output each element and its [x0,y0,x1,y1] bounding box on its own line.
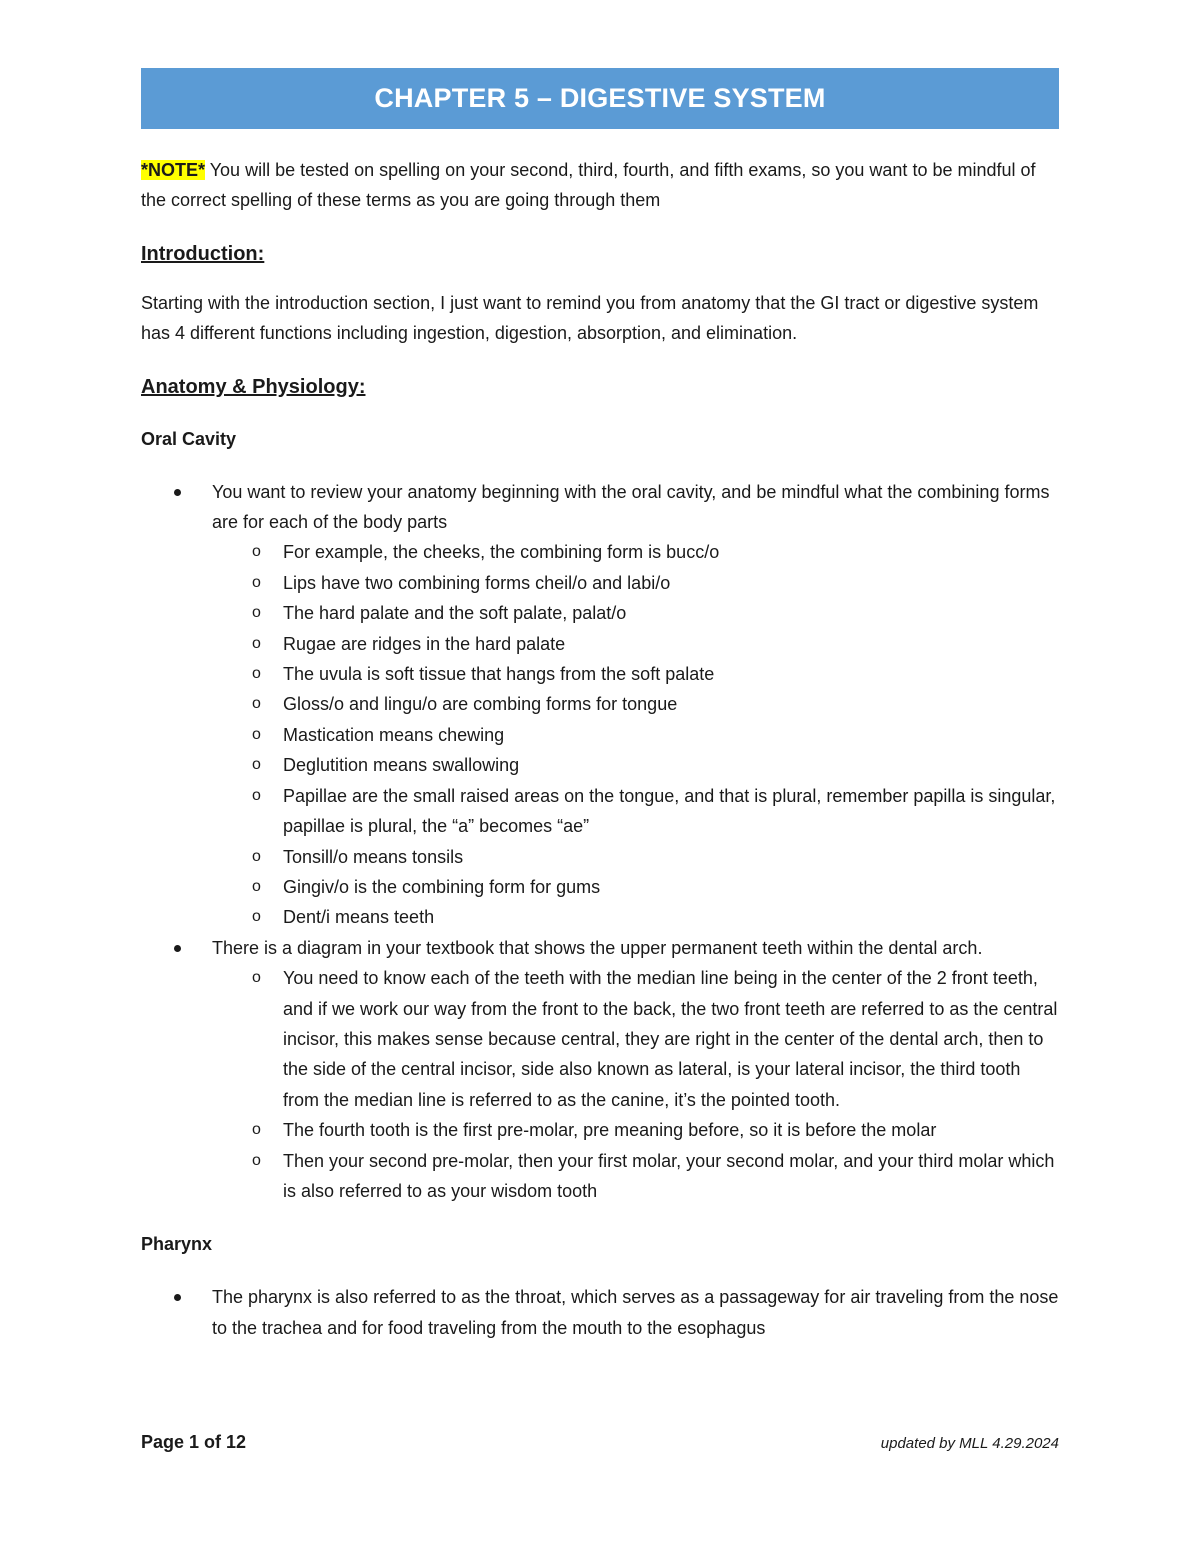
sub-bullet-text: Gingiv/o is the combining form for gums [283,876,601,897]
sub-list-item [212,750,1059,780]
oral-cavity-list [141,477,1059,1207]
sub-bullet-icon: o [252,604,261,622]
sub-list-item [212,872,1059,902]
sub-bullet-text: Gloss/o and lingu/o are combing forms for tongue [283,694,678,715]
bullet-text: The pharynx is also referred to as the throat, which serves as a passageway for air traveling from the nose to the trachea and for food traveling from the mouth to the esophagus [212,1287,1059,1338]
sub-bullet-icon: o [252,969,261,987]
sub-bullet-icon: o [252,573,261,591]
chapter-title-banner [141,68,1059,129]
sub-bullet-text: Deglutition means swallowing [283,755,520,776]
introduction-heading: Introduction: [141,242,265,265]
bullet-icon [174,945,181,952]
sub-bullet-icon: o [252,786,261,804]
sub-list-item [212,842,1059,872]
sub-list-item [212,1115,1059,1145]
page-total: 12 [226,1432,247,1452]
page-current: 1 [189,1432,200,1452]
sub-list-item [212,963,1059,1115]
introduction-text: Starting with the introduction section, I just want to remind you from anatomy that the GI tract or digestive system has 4 different functions including ingestion, digestion, absorption, and elimination. [141,292,1039,344]
sub-bullet-icon: o [252,908,261,926]
bullet-text: There is a diagram in your textbook that shows the upper permanent teeth within the dental arch. [212,937,983,958]
sub-bullet-text: Rugae are ridges in the hard palate [283,633,566,654]
sub-bullet-text: Then your second pre-molar, then your first molar, your second molar, and your third molar which is also referred to as your wisdom tooth [283,1150,1055,1201]
sub-bullet-text: The hard palate and the soft palate, palat/o [283,603,627,624]
list-item [141,933,1059,1207]
sub-bullet-icon: o [252,725,261,743]
sub-bullet-icon: o [252,756,261,774]
note-label: *NOTE* [141,160,206,180]
sub-bullet-text: Tonsill/o means tonsils [283,846,464,867]
oral-cavity-sublist [212,537,1059,932]
sub-bullet-text: Lips have two combining forms cheil/o and labi/o [283,572,671,593]
sub-list-item [212,781,1059,842]
sub-bullet-icon: o [252,1151,261,1169]
sub-list-item [212,598,1059,628]
pharynx-list [141,1282,1059,1343]
note-paragraph [141,155,1059,216]
sub-bullet-text: Mastication means chewing [283,724,505,745]
sub-list-item [212,689,1059,719]
page-of: of [199,1432,227,1452]
sub-bullet-text: For example, the cheeks, the combining form is bucc/o [283,542,720,563]
sub-bullet-text: The uvula is soft tissue that hangs from the soft palate [283,664,715,685]
updated-note: updated by MLL 4.29.2024 [880,1435,1059,1452]
bullet-icon [174,1294,181,1301]
sub-bullet-text: The fourth tooth is the first pre-molar, pre meaning before, so it is before the molar [283,1120,937,1141]
sub-bullet-text: Papillae are the small raised areas on the tongue, and that is plural, remember papilla is singular, papillae is plural, the “a” becomes “ae” [283,785,1056,837]
sub-bullet-icon: o [252,543,261,561]
sub-list-item [212,902,1059,932]
sub-bullet-icon: o [252,665,261,683]
bullet-icon [174,489,181,496]
list-item [141,477,1059,933]
anatomy-heading: Anatomy & Physiology: [141,375,366,398]
sub-list-item [212,720,1059,750]
sub-bullet-text: You need to know each of the teeth with the median line being in the center of the 2 front teeth, and if we work our way from the front to the back, the two front teeth are referred to as the central incisor, this makes sense because central, they are right in the center of the dental arch, then to the side of the central incisor, side also known as lateral, is your lateral incisor, the third tooth from the median line is referred to as the canine, it’s the pointed tooth. [283,968,1058,1110]
chapter-title: CHAPTER 5 – DIGESTIVE SYSTEM [374,83,826,113]
note-text: You will be tested on spelling on your second, third, fourth, and fifth exams, so you want to be mindful of the correct spelling of these terms as you are going through them [141,160,1036,211]
sub-list-item [212,629,1059,659]
sub-bullet-icon: o [252,634,261,652]
bullet-text: You want to review your anatomy beginning with the oral cavity, and be mindful what the combining forms are for each of the body parts [212,481,1050,533]
oral-cavity-heading: Oral Cavity [141,428,237,449]
sub-list-item [212,1146,1059,1207]
pharynx-heading: Pharynx [141,1234,213,1255]
teeth-sublist [212,963,1059,1206]
sub-bullet-text: Dent/i means teeth [283,907,435,928]
page-footer [141,1432,1059,1453]
sub-bullet-icon: o [252,877,261,895]
sub-bullet-icon: o [252,847,261,865]
document-page [141,68,1059,1343]
sub-bullet-icon: o [252,695,261,713]
list-item [141,1282,1059,1343]
sub-list-item [212,537,1059,567]
page-prefix: Page [141,1432,190,1452]
sub-list-item [212,568,1059,598]
page-number [141,1432,246,1453]
sub-bullet-icon: o [252,1121,261,1139]
sub-list-item [212,659,1059,689]
